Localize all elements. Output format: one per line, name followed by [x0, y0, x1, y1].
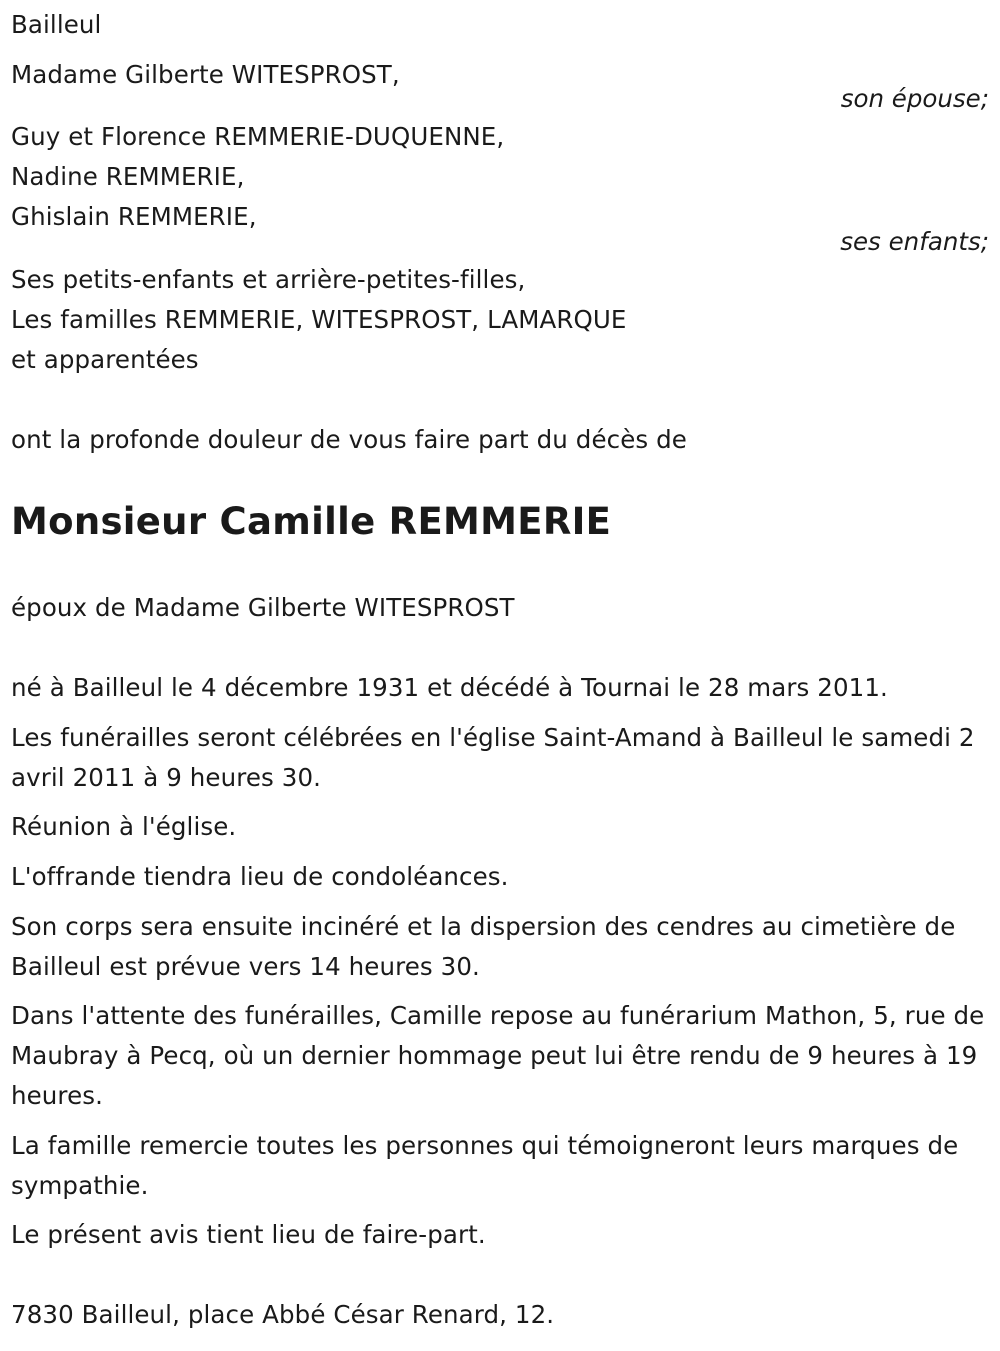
- notice-paragraph: Le présent avis tient lieu de faire-part.: [11, 1220, 486, 1249]
- spouse-of-text: époux de Madame Gilberte WITESPROST: [11, 593, 515, 622]
- children-role: ses enfants;: [840, 227, 989, 256]
- offering-paragraph: L'offrande tiendra lieu de condoléances.: [11, 862, 509, 891]
- child-name-2: Nadine REMMERIE,: [11, 162, 245, 191]
- relatives-line-3: et apparentées: [11, 345, 199, 374]
- funeral-paragraph: Les funérailles seront célébrées en l'église Saint-Amand à Bailleul le samedi 2 avril 2011 à 9 heures 30.: [11, 723, 975, 792]
- thanks-paragraph: La famille remercie toutes les personnes qui témoigneront leurs marques de sympathie.: [11, 1131, 959, 1200]
- spouse-role: son épouse;: [840, 84, 989, 113]
- deceased-name: Monsieur Camille REMMERIE: [11, 500, 612, 543]
- address-line: 7830 Bailleul, place Abbé César Renard, 12.: [11, 1300, 555, 1329]
- relatives-line-2: Les familles REMMERIE, WITESPROST, LAMARQUE: [11, 305, 627, 334]
- child-name-1: Guy et Florence REMMERIE-DUQUENNE,: [11, 122, 505, 151]
- cremation-paragraph: Son corps sera ensuite incinéré et la dispersion des cendres au cimetière de Bailleul est prévue vers 14 heures 30.: [11, 912, 956, 981]
- town-heading: Bailleul: [11, 10, 102, 39]
- relatives-line-1: Ses petits-enfants et arrière-petites-filles,: [11, 265, 526, 294]
- meeting-paragraph: Réunion à l'église.: [11, 812, 237, 841]
- child-name-3: Ghislain REMMERIE,: [11, 202, 257, 231]
- funerarium-paragraph: Dans l'attente des funérailles, Camille repose au funérarium Mathon, 5, rue de Maubray à Pecq, où un dernier hommage peut lui être rendu de 9 heures à 19 heures.: [11, 1001, 985, 1110]
- birth-death-paragraph: né à Bailleul le 4 décembre 1931 et décédé à Tournai le 28 mars 2011.: [11, 673, 888, 702]
- spouse-name: Madame Gilberte WITESPROST,: [11, 60, 400, 89]
- announcement-text: ont la profonde douleur de vous faire part du décès de: [11, 425, 687, 454]
